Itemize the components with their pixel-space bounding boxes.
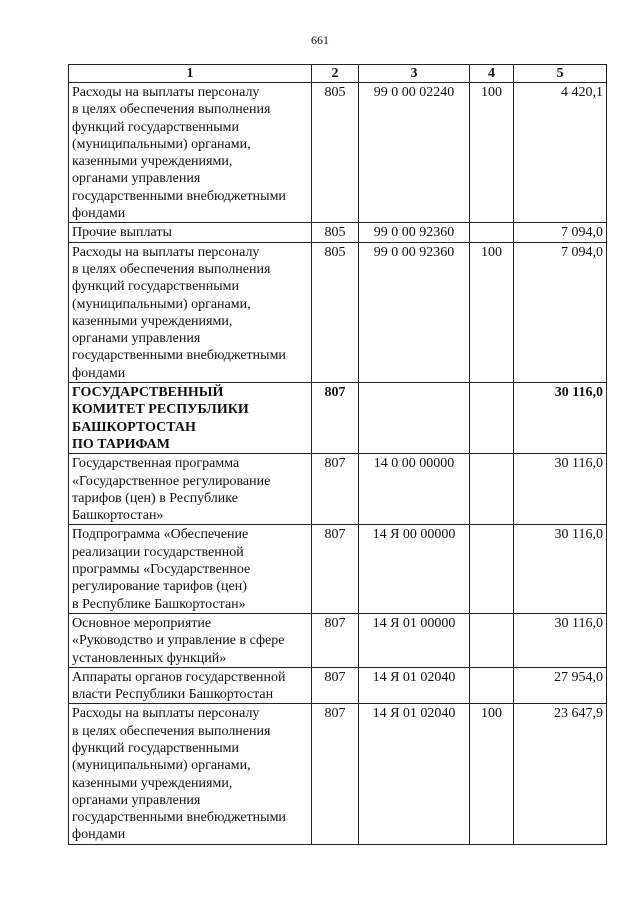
cell-name-line: ГОСУДАРСТВЕННЫЙ (72, 385, 224, 401)
cell-target-article: 14 Я 01 02040 (359, 704, 470, 844)
cell-amount: 7 094,0 (514, 223, 607, 242)
budget-table (68, 64, 607, 845)
cell-name-line: Аппараты органов государственной (72, 669, 286, 685)
cell-name-line: Основное мероприятие (72, 615, 212, 631)
header-cell-sum: 5 (514, 65, 607, 83)
cell-expense-type: 100 (470, 242, 514, 382)
cell-admin-code: 807 (312, 454, 359, 525)
cell-name-line: власти Республики Башкортостан (72, 687, 274, 703)
table-body (69, 83, 607, 845)
cell-admin-code: 807 (312, 667, 359, 704)
cell-admin-code: 807 (312, 525, 359, 613)
cell-name-line: в целях обеспечения выполнения (72, 102, 271, 118)
cell-name-line: органами управления (72, 331, 201, 347)
table-header (69, 65, 607, 83)
cell-admin-code: 805 (312, 242, 359, 382)
page-number: 661 (311, 33, 329, 47)
table-row (69, 223, 607, 242)
cell-name (69, 223, 312, 242)
cell-name (69, 525, 312, 613)
cell-expense-type (470, 223, 514, 242)
cell-name-line: «Руководство и управление в сфере (72, 633, 285, 649)
header-cell-admin: 2 (312, 65, 359, 83)
cell-expense-type (470, 525, 514, 613)
cell-name-line: фондами (72, 206, 126, 222)
cell-name (69, 242, 312, 382)
cell-name-line: ПО ТАРИФАМ (72, 436, 170, 452)
table-row (69, 704, 607, 844)
cell-expense-type (470, 667, 514, 704)
cell-name-line: государственными внебюджетными (72, 810, 286, 826)
cell-amount: 27 954,0 (514, 667, 607, 704)
header-cell-name: 1 (69, 65, 312, 83)
cell-name-line: в Республике Башкортостан» (72, 596, 246, 612)
table-row (69, 525, 607, 613)
cell-amount: 7 094,0 (514, 242, 607, 382)
cell-amount: 4 420,1 (514, 83, 607, 223)
cell-name-line: фондами (72, 365, 126, 381)
cell-name (69, 704, 312, 844)
cell-admin-code: 807 (312, 613, 359, 667)
table-row (69, 613, 607, 667)
cell-target-article: 14 Я 00 00000 (359, 525, 470, 613)
cell-target-article (359, 383, 470, 454)
table-row (69, 454, 607, 525)
cell-amount: 30 116,0 (514, 383, 607, 454)
cell-name-line: тарифов (цен) в Республике (72, 490, 238, 506)
cell-name-line: государственными внебюджетными (72, 188, 286, 204)
cell-name-line: органами управления (72, 792, 201, 808)
cell-name-line: КОМИТЕТ РЕСПУБЛИКИ (72, 402, 249, 418)
cell-name-line: БАШКОРТОСТАН (72, 419, 196, 435)
cell-expense-type: 100 (470, 83, 514, 223)
cell-name-line: Государственная программа (72, 456, 240, 472)
cell-name (69, 667, 312, 704)
header-row (69, 65, 607, 83)
cell-target-article: 99 0 00 02240 (359, 83, 470, 223)
cell-expense-type (470, 383, 514, 454)
cell-name-line: «Государственное регулирование (72, 473, 271, 489)
cell-amount: 23 647,9 (514, 704, 607, 844)
cell-name-line: установленных функций» (72, 650, 227, 666)
cell-name (69, 454, 312, 525)
cell-amount: 30 116,0 (514, 613, 607, 667)
table-row (69, 242, 607, 382)
cell-name-line: функций государственными (72, 119, 240, 135)
cell-admin-code: 805 (312, 83, 359, 223)
cell-name-line: Прочие выплаты (72, 225, 172, 241)
cell-name-line: казенными учреждениями, (72, 154, 233, 170)
cell-target-article: 14 0 00 00000 (359, 454, 470, 525)
table-row (69, 383, 607, 454)
cell-name (69, 383, 312, 454)
cell-name-line: Подпрограмма «Обеспечение (72, 527, 249, 543)
cell-target-article: 99 0 00 92360 (359, 223, 470, 242)
cell-name-line: органами управления (72, 171, 201, 187)
cell-name-line: реализации государственной (72, 544, 244, 560)
cell-name-line: (муниципальными) органами, (72, 136, 251, 152)
cell-name-line: фондами (72, 827, 126, 843)
header-cell-vr: 4 (470, 65, 514, 83)
cell-name-line: Расходы на выплаты персоналу (72, 706, 260, 722)
cell-name-line: программы «Государственное (72, 562, 251, 578)
cell-expense-type (470, 613, 514, 667)
cell-name-line: Расходы на выплаты персоналу (72, 244, 260, 260)
cell-name-line: Башкортостан» (72, 508, 164, 524)
cell-name-line: (муниципальными) органами, (72, 758, 251, 774)
cell-amount: 30 116,0 (514, 525, 607, 613)
cell-name (69, 613, 312, 667)
cell-name-line: в целях обеспечения выполнения (72, 723, 271, 739)
cell-target-article: 99 0 00 92360 (359, 242, 470, 382)
cell-name-line: (муниципальными) органами, (72, 296, 251, 312)
cell-target-article: 14 Я 01 02040 (359, 667, 470, 704)
cell-expense-type: 100 (470, 704, 514, 844)
cell-name-line: казенными учреждениями, (72, 313, 233, 329)
cell-name (69, 83, 312, 223)
cell-admin-code: 807 (312, 383, 359, 454)
cell-name-line: функций государственными (72, 740, 240, 756)
cell-name-line: казенными учреждениями, (72, 775, 233, 791)
cell-name-line: государственными внебюджетными (72, 348, 286, 364)
table-row (69, 83, 607, 223)
header-cell-csr: 3 (359, 65, 470, 83)
cell-amount: 30 116,0 (514, 454, 607, 525)
cell-expense-type (470, 454, 514, 525)
cell-admin-code: 805 (312, 223, 359, 242)
cell-target-article: 14 Я 01 00000 (359, 613, 470, 667)
cell-name-line: функций государственными (72, 279, 240, 295)
table-row (69, 667, 607, 704)
cell-name-line: Расходы на выплаты персоналу (72, 85, 260, 100)
cell-name-line: регулирование тарифов (цен) (72, 579, 247, 595)
cell-admin-code: 807 (312, 704, 359, 844)
cell-name-line: в целях обеспечения выполнения (72, 261, 271, 277)
